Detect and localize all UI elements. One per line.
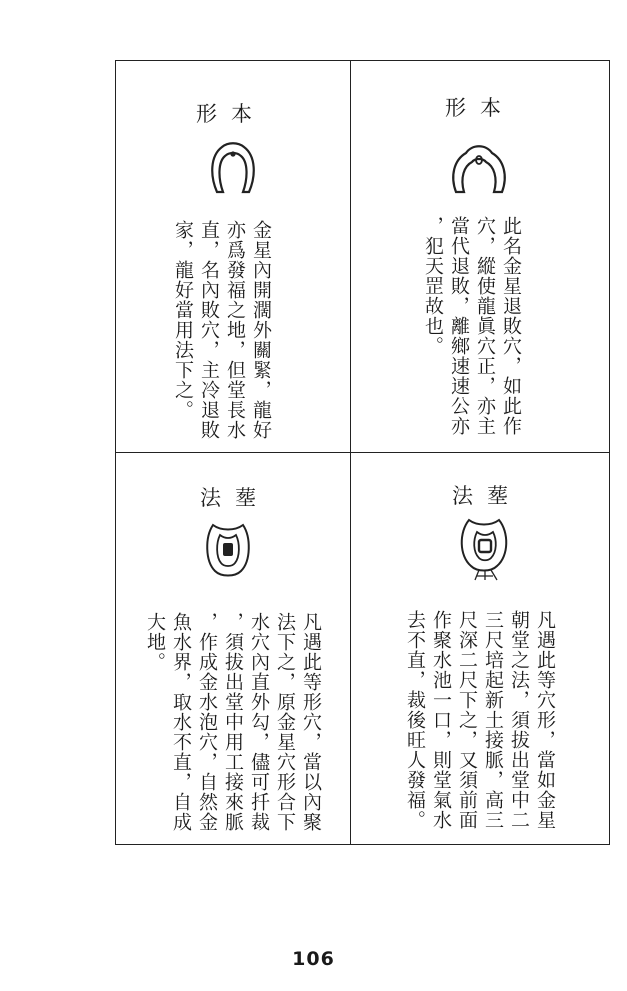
burial-method-diagram: [455, 512, 515, 584]
panel-body-text: 凡遇此等穴形，當如金星 朝堂之法，須拔出堂中二 三尺培起新土接脈，高三 尺深二尺下之，又須前面 作聚水池一口，則堂氣水 去不直，裁後旺人發福。: [404, 610, 556, 830]
panel-body-text: 此名金星退敗穴，如此作 穴，縱使龍眞穴正，亦主 當代退敗，離鄉速速公亦 ，犯天罡故也。: [422, 216, 522, 436]
burial-method-diagram: [203, 519, 253, 579]
panel-body-text: 凡遇此等形穴，當以內聚 法下之，原金星穴形合下 水穴內直外勾，儘可扦裁 ，須拔出堂中用工接來脈 ，作成金水泡穴，自然金 魚水界，取水不直，自成 大地。: [144, 612, 322, 832]
horseshoe-diagram: [450, 140, 508, 196]
page-number: 106: [292, 948, 335, 970]
middle-divider: [115, 452, 610, 453]
horseshoe-diagram: [208, 138, 258, 196]
panel-title: 法塟: [452, 484, 522, 508]
panel-title: 形本: [196, 102, 266, 126]
panel-title: 法塟: [200, 486, 270, 510]
panel-body-text: 金星內開濶外關緊，龍好 亦爲發福之地，但堂長水 直，名內敗穴，主冷退敗 家，龍好當用法下之。: [172, 220, 272, 440]
panel-title: 形本: [445, 96, 515, 120]
